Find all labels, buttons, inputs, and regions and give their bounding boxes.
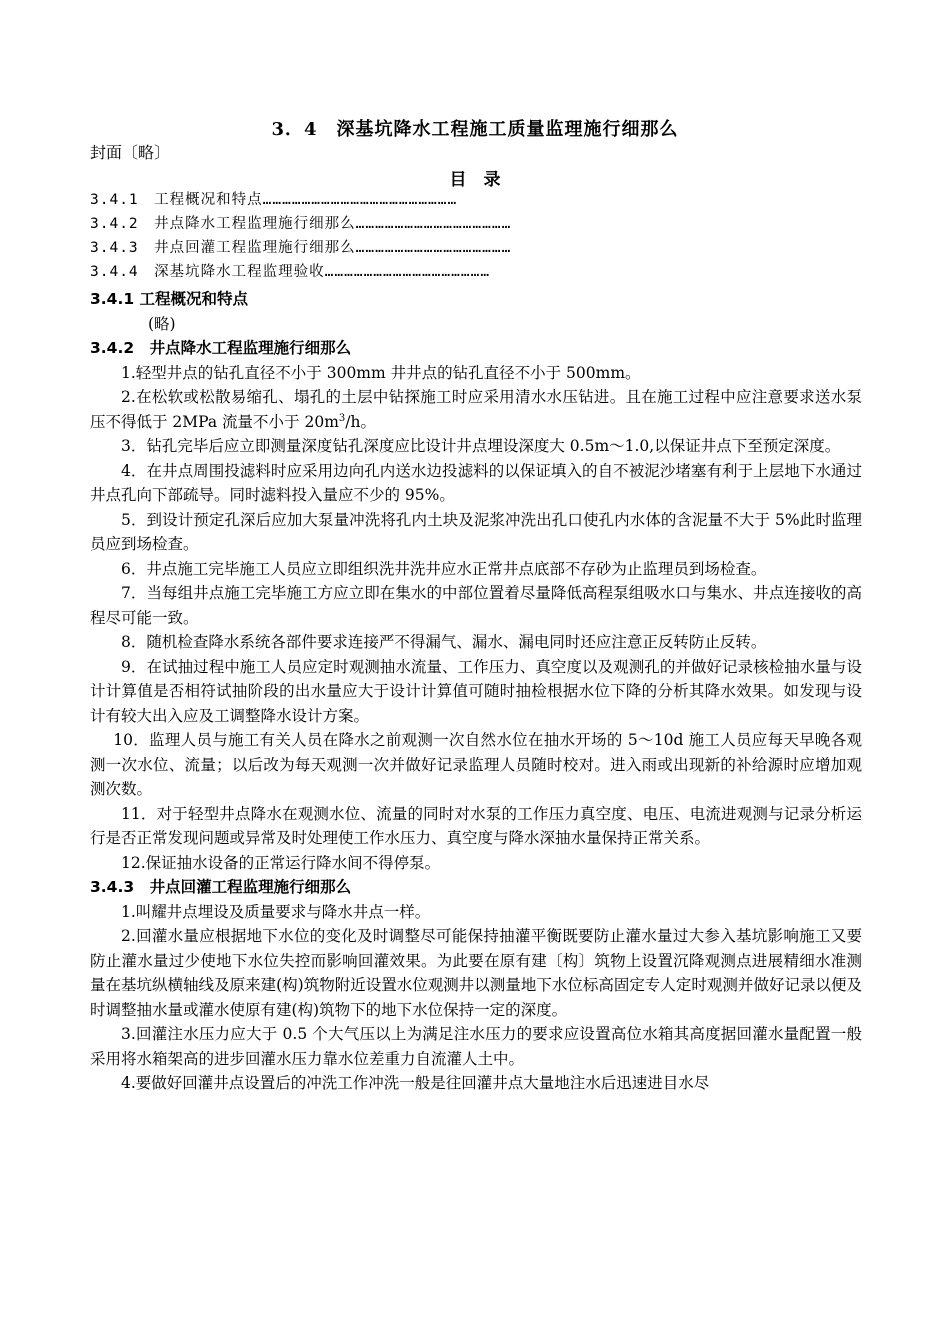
paragraph: 9．在试抽过程中施工人员应定时观测抽水流量、工作压力、真空度以及观测孔的并做好记录核检抽水量与设计计算值是否相符试抽阶段的出水量应大于设计计算值可随时抽检根据水位下降的分析其降水效果。如发现与设计有较大出入应及工调整降水设计方案。: [90, 657, 862, 725]
paragraph: 8．随机检查降水系统各部件要求连接严不得漏气、漏水、漏电同时还应注意正反转防止反转。: [121, 633, 767, 651]
toc-item[interactable]: 3.4.1 工程概况和特点……………………………………………………: [90, 192, 458, 208]
paragraph: 4．在井点周围投滤料时应采用边向孔内送水边投滤料的以保证填入的自不被泥沙堵塞有利于上层地下水通过井点孔向下部疏导。同时滤料投入量应不少的 95%。: [90, 461, 862, 504]
paragraph: [90, 385, 862, 434]
paragraph: 6．井点施工完毕施工人员应立即组织洗井洗井应水正常井点底部不存砂为止监理员到场检查。: [121, 559, 767, 578]
toc-heading: 目 录: [449, 170, 501, 190]
toc-item[interactable]: 3.4.4 深基坑降水工程监理验收……………………………………………: [90, 264, 491, 280]
toc-item[interactable]: 3.4.2 井点降水工程监理施行细那么…………………………………………: [90, 216, 512, 232]
paragraph: 10．监理人员与施工有关人员在降水之前观测一次自然水位在抽水开场的 5～10d 施工人员应每天早晚各观测一次水位、流量；以后改为每天观测一次并做好记录监理人员随时校对。进入雨或出现新的补给源时应增加观测次数。: [90, 731, 862, 798]
paragraph-text: 2.在松软或松散易缩孔、塌孔的土层中钻探施工时应采用清水水压钻进。且在施工过程中应注意要求送水泵压不得低于 2MPa 流量不小于 20m: [90, 388, 862, 431]
section-heading: 3.4.2 井点降水工程监理施行细那么: [90, 339, 352, 357]
paragraph: 11．对于轻型井点降水在观测水位、流量的同时对水泵的工作压力真空度、电压、电流进观测与记录分析运行是否正常发现问题或异常及时处理使工作水压力、真空度与降水深抽水量保持正常关系。: [90, 804, 862, 847]
document-body: [90, 287, 862, 1096]
document-title: 3．4 深基坑降水工程施工质量监理施行细那么: [271, 119, 679, 140]
paragraph: 5．到设计预定孔深后应加大泵量冲洗将孔内土块及泥浆冲洗出孔口使孔内水体的含泥量不大于 5%此时监理员应到场检查。: [90, 510, 862, 553]
paragraph: 3.回灌注水压力应大于 0.5 个大气压以上为满足注水压力的要求应设置高位水箱其高度据回灌水量配置一般采用将水箱架高的进步回灌水压力靠水位差重力自流灌人土中。: [90, 1025, 862, 1068]
paragraph: 3．钻孔完毕后应立即测量深度钻孔深度应比设计井点埋设深度大 0.5m～1.0,以保证井点下至预定深度。: [121, 437, 841, 455]
omitted-note: (略): [148, 314, 176, 333]
paragraph-text: /h。: [345, 412, 377, 431]
superscript: 3: [338, 412, 346, 424]
table-of-contents: [90, 188, 511, 284]
paragraph: 7．当每组井点施工完毕施工方应立即在集水的中部位置着尽量降低高程泵组吸水口与集水、井点连接收的高程尽可能一致。: [90, 584, 862, 627]
section-heading: 3.4.3 井点回灌工程监理施行细那么: [90, 878, 352, 896]
paragraph: 1.轻型井点的钻孔直径不小于 300mm 井井点的钻孔直径不小于 500mm。: [121, 363, 641, 382]
paragraph: 1.叫耀井点埋设及质量要求与降水井点一样。: [121, 902, 431, 921]
cover-note: 封面〔略〕: [90, 143, 171, 162]
section-heading: 3.4.1 工程概况和特点: [90, 290, 249, 308]
paragraph: 12.保证抽水设备的正常运行降水间不得停泵。: [121, 853, 441, 872]
paragraph: 2.回灌水量应根据地下水位的变化及时调整尽可能保持抽灌平衡既要防止灌水量过大参入基坑影响施工又要防止灌水量过少使地下水位失控而影响回灌效果。为此要在原有建〔构〕筑物上设置沉降观测点进展精细水准测量在基坑纵横轴线及原来建(构)筑物附近设置水位观测井以测量地下水位标高固定专人定时观测并做好记录以便及时调整抽水量或灌水使原有建(构)筑物下的地下水位保持一定的深度。: [90, 927, 862, 1019]
paragraph: 4.要做好回灌井点设置后的冲洗工作冲洗一般是往回灌井点大量地注水后迅速进目水尽: [121, 1074, 710, 1092]
toc-item[interactable]: 3.4.3 井点回灌工程监理施行细那么…………………………………………: [90, 240, 512, 256]
